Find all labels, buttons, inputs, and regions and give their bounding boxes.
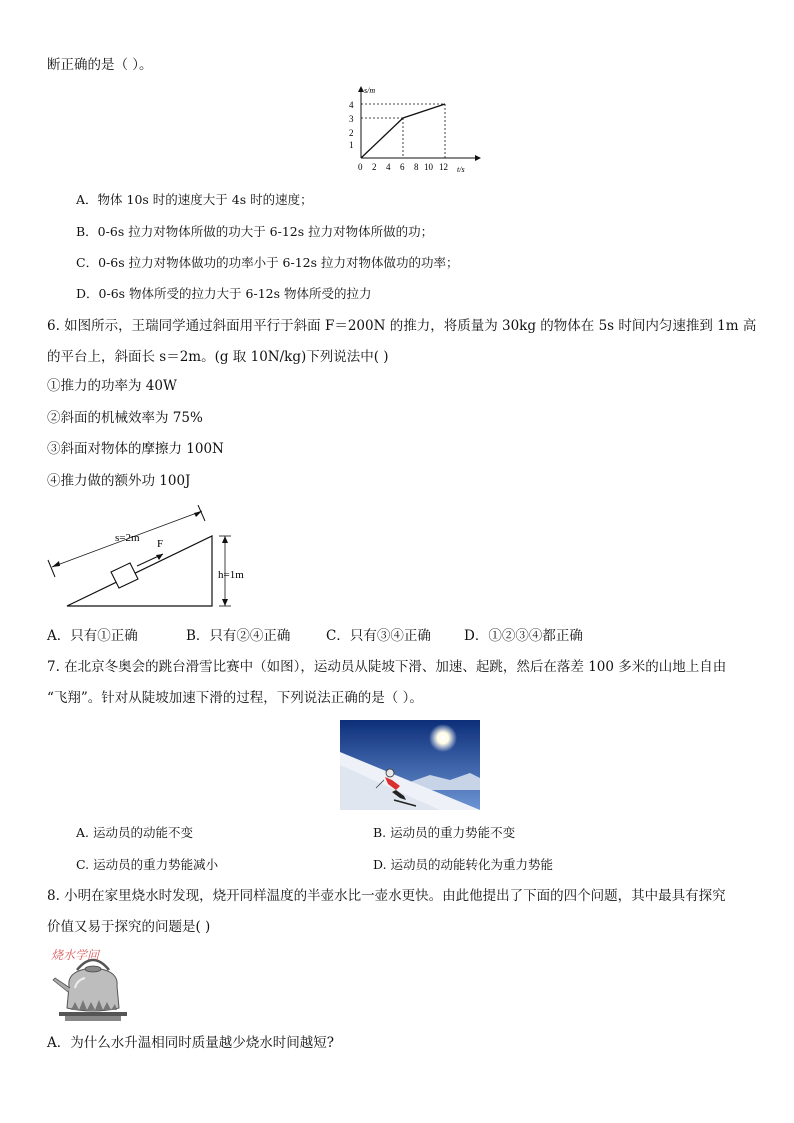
q5-stem-tail: 断正确的是（ ）。 [47, 57, 153, 73]
xtick-8: 8 [414, 162, 419, 172]
q5-st-graph [335, 82, 485, 177]
q5-option-a: A．物体 10s 时的速度大于 4s 时的速度； [76, 192, 313, 207]
q7-stem-line1: 7. 在北京冬奥会的跳台滑雪比赛中（如图），运动员从陡坡下滑、加速、起跳，然后在落差 100 多米的山地上自由 [47, 659, 727, 675]
q7-option-c: C. 运动员的重力势能减小 [76, 857, 219, 872]
x-axis-arrow [475, 155, 481, 161]
sun [429, 724, 457, 752]
ytick-4: 4 [349, 100, 354, 110]
h-arrow-bottom [222, 599, 228, 606]
q6-statement-4: ④推力做的额外功 100J [47, 473, 191, 489]
xtick-4: 4 [386, 162, 391, 172]
xtick-0: 0 [358, 162, 363, 172]
q7-skier-photo [340, 720, 480, 810]
q5-option-c: C．0-6s 拉力对物体做功的功率小于 6-12s 拉力对物体做功的功率； [76, 255, 459, 270]
ylabel: s/m [364, 86, 376, 95]
stove-top [59, 1012, 127, 1016]
q7-option-a: A. 运动员的动能不变 [76, 825, 193, 840]
block [111, 563, 138, 588]
xlabel: t/s [457, 165, 465, 174]
q6-stem-line2: 的平台上，斜面长 s＝2m。(g 取 10N/kg)下列说法中( ) [47, 349, 389, 365]
q6-statement-3: ③斜面对物体的摩擦力 100N [47, 441, 224, 457]
force-label: F [157, 538, 164, 550]
ytick-1: 1 [349, 140, 354, 150]
xtick-2: 2 [372, 162, 377, 172]
q5-option-d: D．0-6s 物体所受的拉力大于 6-12s 物体所受的拉力 [76, 286, 372, 301]
s-end-tick-left [48, 560, 55, 577]
q6-statement-1: ①推力的功率为 40W [47, 378, 177, 394]
q7-option-b: B. 运动员的重力势能不变 [373, 825, 516, 840]
ytick-3: 3 [349, 114, 354, 124]
xtick-10: 10 [424, 162, 433, 172]
q5-option-b: B．0-6s 拉力对物体所做的功大于 6-12s 拉力对物体所做的功； [76, 224, 434, 239]
q8-stem-line1: 8. 小明在家里烧水时发现，烧开同样温度的半壶水比一壶水更快。由此他提出了下面的四个问题，其中最具有探究 [47, 888, 726, 904]
q6-option-c: C．只有③④正确 [326, 628, 431, 644]
q6-incline-figure [45, 505, 275, 615]
xtick-12: 12 [439, 162, 448, 172]
ytick-2: 2 [349, 128, 354, 138]
q6-stem-line1: 6. 如图所示，王瑞同学通过斜面用平行于斜面 F＝200N 的推力，将质量为 30kg 的物体在 5s 时间内匀速推到 1m 高 [47, 318, 757, 334]
q8-stem-line2: 价值又易于探究的问题是( ) [47, 919, 211, 935]
q6-option-d: D．①②③④都正确 [464, 628, 583, 644]
s-label: s=2m [115, 532, 140, 544]
stove-base [65, 1016, 121, 1021]
h-arrow-top [222, 536, 228, 543]
q6-option-b: B．只有②④正确 [186, 628, 291, 644]
q6-option-a: A．只有①正确 [47, 628, 138, 644]
q8-kettle-image [47, 942, 139, 1024]
incline-triangle [67, 536, 212, 606]
q7-option-d: D. 运动员的动能转化为重力势能 [373, 857, 554, 872]
xtick-6: 6 [400, 162, 405, 172]
q8-option-a: A．为什么水升温相同时质量越少烧水时间越短? [47, 1035, 334, 1051]
h-label: h=1m [218, 569, 244, 581]
q7-stem-line2: “飞翔”。针对从陡坡加速下滑的过程，下列说法正确的是（ ）。 [47, 690, 423, 706]
s-arrow-left [52, 561, 60, 567]
q6-statement-2: ②斜面的机械效率为 75% [47, 410, 203, 426]
kettle-image-text: 烧水学问 [51, 948, 100, 962]
skier-helmet [386, 769, 394, 777]
kettle-lid [85, 966, 101, 972]
